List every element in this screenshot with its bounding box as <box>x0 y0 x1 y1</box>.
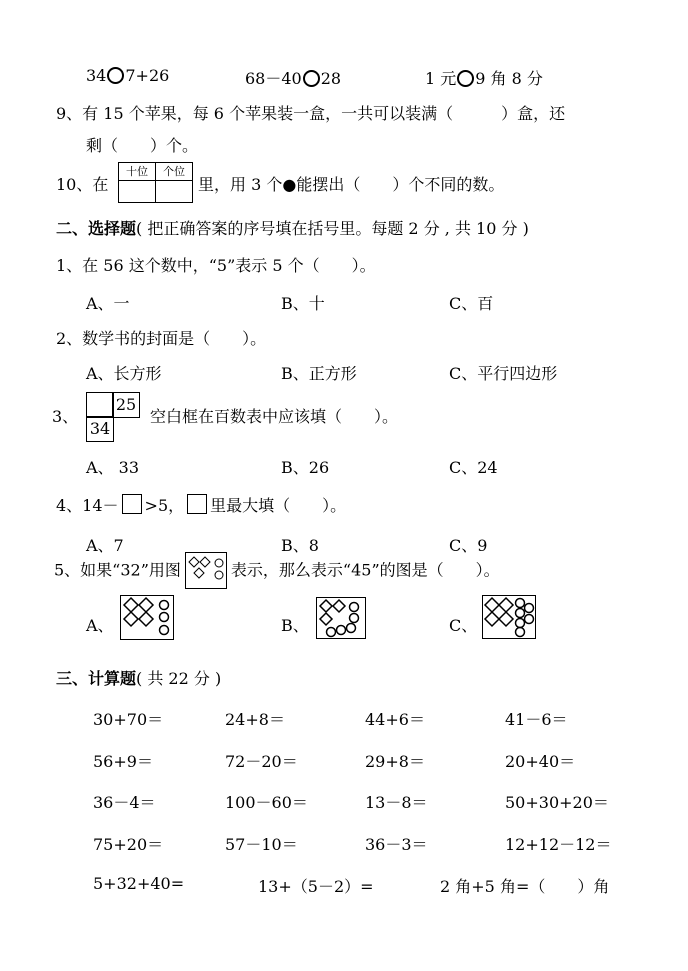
calc-item: 29+8＝ <box>365 752 425 771</box>
q8-compare-2: 68－40 28 <box>245 69 342 88</box>
mc4-option-c[interactable]: C、9 <box>449 536 488 555</box>
example-figure-icon <box>185 552 227 590</box>
mc3-option-b[interactable]: B、26 <box>281 458 330 477</box>
option-c-figure-icon <box>482 595 536 639</box>
option-b-figure-icon <box>316 597 366 639</box>
calc-item: 20+40＝ <box>505 752 576 771</box>
mc5-option-a[interactable]: A、 <box>86 616 114 635</box>
mc3-question: 空白框在百数表中应该填（ ）。 <box>150 407 399 426</box>
mc2-question: 2、数学书的封面是（ ）。 <box>56 329 267 348</box>
blank-square <box>187 494 207 514</box>
calc-item: 2 角+5 角=（ ）角 <box>440 877 610 896</box>
calc-item: 13－8＝ <box>365 793 428 812</box>
mc5-question-1: 5、如果“32”用图 <box>54 560 181 580</box>
mc4-question: 4、14－ >5， 里最大填（ ）。 <box>56 496 347 515</box>
mc5-question <box>54 552 500 590</box>
q9-line1: 9、有 15 个苹果，每 6 个苹果装一盒，一共可以装满（ ）盒，还 <box>56 104 566 123</box>
blank-square <box>122 494 142 514</box>
mc3-option-a[interactable]: A、 33 <box>86 458 140 477</box>
compare-circle[interactable] <box>457 70 474 87</box>
mc2-option-a[interactable]: A、长方形 <box>86 364 162 383</box>
hundred-chart-25: 25 <box>112 392 140 418</box>
mc1-question: 1、在 56 这个数中，“5”表示 5 个（ ）。 <box>56 256 376 275</box>
mc5-option-c[interactable]: C、 <box>449 616 478 635</box>
mc5-option-b[interactable]: B、 <box>281 616 309 635</box>
q8-compare-1: 34 7+26 <box>86 66 170 85</box>
compare-circle[interactable] <box>303 70 320 87</box>
calc-item: 36－3＝ <box>365 835 428 854</box>
calc-item: 100－60＝ <box>225 793 308 812</box>
section2-heading: 二、选择题( 把正确答案的序号填在括号里。每题 2 分 , 共 10 分 ) <box>56 219 529 238</box>
calc-item: 41－6＝ <box>505 710 568 729</box>
compare-circle[interactable] <box>107 67 124 84</box>
option-a-figure-icon <box>120 595 174 641</box>
calc-item: 75+20＝ <box>93 835 164 854</box>
hundred-chart-blank <box>86 392 114 418</box>
calc-item: 13+（5－2）= <box>258 877 374 896</box>
mc2-option-c[interactable]: C、平行四边形 <box>449 364 558 383</box>
calc-item: 56+9＝ <box>93 752 153 771</box>
calc-item: 30+70＝ <box>93 710 164 729</box>
calc-item: 12+12－12＝ <box>505 835 612 854</box>
mc1-option-a[interactable]: A、一 <box>86 294 130 313</box>
section3-heading: 三、计算题( 共 22 分 ) <box>56 669 222 688</box>
hundred-chart-34: 34 <box>86 416 114 442</box>
mc4-option-a[interactable]: A、7 <box>86 536 124 555</box>
calc-item: 5+32+40= <box>93 874 185 893</box>
mc3-number: 3、 <box>52 407 79 426</box>
mc5-question-2: 表示，那么表示“45”的图是（ ）。 <box>230 560 500 580</box>
q10-post: 里，用 3 个●能摆出（ ）个不同的数。 <box>198 175 505 194</box>
q9-line2: 剩（ ）个。 <box>86 136 199 155</box>
calc-item: 50+30+20＝ <box>505 793 609 812</box>
place-value-ones-box <box>155 180 193 203</box>
calc-item: 36－4＝ <box>93 793 156 812</box>
place-value-tens-box <box>118 180 156 203</box>
q10-pre: 10、在 <box>56 175 109 194</box>
calc-item: 72－20＝ <box>225 752 298 771</box>
mc3-option-c[interactable]: C、24 <box>449 458 498 477</box>
place-value-tens: 十位 <box>118 162 156 181</box>
mc1-option-b[interactable]: B、十 <box>281 294 325 313</box>
calc-item: 57－10＝ <box>225 835 298 854</box>
place-value-ones: 个位 <box>155 162 193 181</box>
mc1-option-c[interactable]: C、百 <box>449 294 494 313</box>
mc2-option-b[interactable]: B、正方形 <box>281 364 357 383</box>
calc-item: 24+8＝ <box>225 710 285 729</box>
mc4-option-b[interactable]: B、8 <box>281 536 319 555</box>
calc-item: 44+6＝ <box>365 710 425 729</box>
q8-compare-3: 1 元 9 角 8 分 <box>425 69 543 88</box>
